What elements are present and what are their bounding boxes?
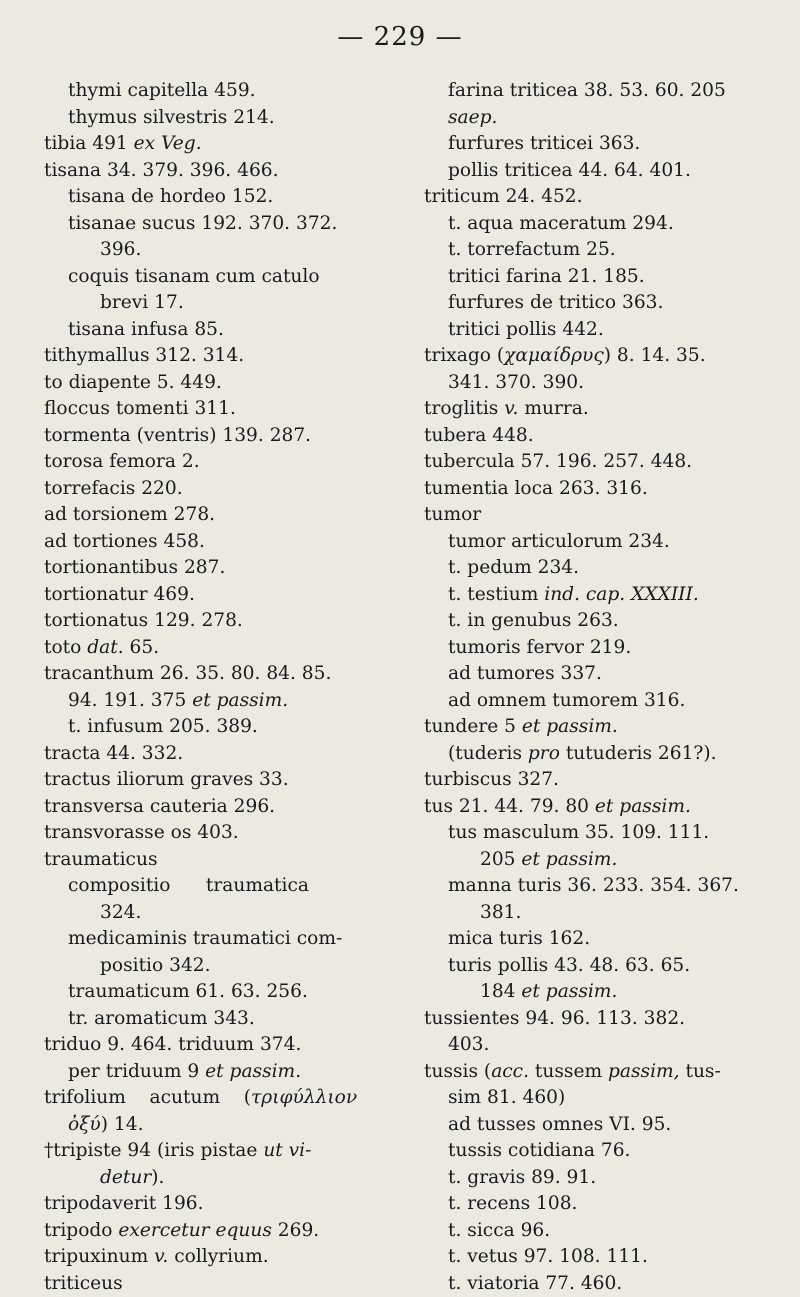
index-entry: tundere 5 et passim. [424, 714, 774, 741]
index-entry: tritici pollis 442. [424, 317, 774, 344]
index-entry: tritici farina 21. 185. [424, 264, 774, 291]
index-entry: t. aqua maceratum 294. [424, 211, 774, 238]
index-entry: saep. [424, 105, 774, 132]
index-entry: tractus iliorum graves 33. [44, 767, 389, 794]
index-entry: mica turis 162. [424, 926, 774, 953]
index-entry: 341. 370. 390. [424, 370, 774, 397]
index-entry: ad tumores 337. [424, 661, 774, 688]
index-entry: tortionantibus 287. [44, 555, 389, 582]
index-entry: tussientes 94. 96. 113. 382. [424, 1006, 774, 1033]
index-entry: tus 21. 44. 79. 80 et passim. [424, 794, 774, 821]
index-entry: 403. [424, 1032, 774, 1059]
index-entry: furfures triticei 363. [424, 131, 774, 158]
index-entry: torrefacis 220. [44, 476, 389, 503]
index-entry: 94. 191. 375 et passim. [44, 688, 389, 715]
index-entry: tracanthum 26. 35. 80. 84. 85. [44, 661, 389, 688]
index-entry: 324. [44, 900, 389, 927]
index-entry: tumoris fervor 219. [424, 635, 774, 662]
index-entry: 396. [44, 237, 389, 264]
index-entry: tripuxinum v. collyrium. [44, 1244, 389, 1271]
index-entry: coquis tisanam cum catulo [44, 264, 389, 291]
index-entry: tumor [424, 502, 774, 529]
index-entry: t. pedum 234. [424, 555, 774, 582]
index-entry: trifolium acutum (τριφύλλιον [44, 1085, 389, 1112]
index-entry: transversa cauteria 296. [44, 794, 389, 821]
index-entry: tumentia loca 263. 316. [424, 476, 774, 503]
index-entry: trixago (χαμαίδρυς) 8. 14. 35. [424, 343, 774, 370]
index-entry: tisana de hordeo 152. [44, 184, 389, 211]
index-entry: tussis cotidiana 76. [424, 1138, 774, 1165]
index-entry: per triduum 9 et passim. [44, 1059, 389, 1086]
index-entry: triticum 24. 452. [424, 184, 774, 211]
index-entry: tormenta (ventris) 139. 287. [44, 423, 389, 450]
index-entry: transvorasse os 403. [44, 820, 389, 847]
index-entry: ad omnem tumorem 316. [424, 688, 774, 715]
index-entry: †tripiste 94 (iris pistae ut vi- [44, 1138, 389, 1165]
index-entry: tisanae sucus 192. 370. 372. [44, 211, 389, 238]
index-entry: t. recens 108. [424, 1191, 774, 1218]
index-entry: sim 81. 460) [424, 1085, 774, 1112]
index-entry: t. infusum 205. 389. [44, 714, 389, 741]
index-entry: farina triticea 38. 53. 60. 205 [424, 78, 774, 105]
right-column [424, 78, 774, 1297]
index-entry: tubercula 57. 196. 257. 448. [424, 449, 774, 476]
index-entry: t. in genubus 263. [424, 608, 774, 635]
index-entry: tripodaverit 196. [44, 1191, 389, 1218]
index-entry: triticeus [44, 1271, 389, 1297]
index-entry: traumaticum 61. 63. 256. [44, 979, 389, 1006]
index-entry: detur). [44, 1165, 389, 1192]
index-entry: triduo 9. 464. triduum 374. [44, 1032, 389, 1059]
index-entry: t. viatoria 77. 460. [424, 1271, 774, 1297]
index-entry: tr. aromaticum 343. [44, 1006, 389, 1033]
index-entry: to diapente 5. 449. [44, 370, 389, 397]
index-entry: tus masculum 35. 109. 111. [424, 820, 774, 847]
index-entry: toto dat. 65. [44, 635, 389, 662]
index-entry: positio 342. [44, 953, 389, 980]
index-entry: t. testium ind. cap. XXXIII. [424, 582, 774, 609]
index-entry: medicaminis traumatici com- [44, 926, 389, 953]
index-entry: 184 et passim. [424, 979, 774, 1006]
index-entry: thymus silvestris 214. [44, 105, 389, 132]
index-entry: tibia 491 ex Veg. [44, 131, 389, 158]
index-entry: compositio traumatica [44, 873, 389, 900]
index-entry: troglitis v. murra. [424, 396, 774, 423]
index-entry: pollis triticea 44. 64. 401. [424, 158, 774, 185]
index-entry: brevi 17. [44, 290, 389, 317]
index-entry: furfures de tritico 363. [424, 290, 774, 317]
index-entry: ad tusses omnes VI. 95. [424, 1112, 774, 1139]
index-entry: tithymallus 312. 314. [44, 343, 389, 370]
index-entry: manna turis 36. 233. 354. 367. [424, 873, 774, 900]
index-entry: traumaticus [44, 847, 389, 874]
index-entry: tortionatur 469. [44, 582, 389, 609]
index-entry: tussis (acc. tussem passim, tus- [424, 1059, 774, 1086]
index-entry: ad torsionem 278. [44, 502, 389, 529]
index-entry: t. vetus 97. 108. 111. [424, 1244, 774, 1271]
left-column [44, 78, 389, 1297]
index-entry: ὀξύ) 14. [44, 1112, 389, 1139]
index-entry: 205 et passim. [424, 847, 774, 874]
index-entry: turis pollis 43. 48. 63. 65. [424, 953, 774, 980]
index-entry: torosa femora 2. [44, 449, 389, 476]
index-entry: tracta 44. 332. [44, 741, 389, 768]
page-number: — 229 — [0, 22, 800, 52]
index-entry: tortionatus 129. 278. [44, 608, 389, 635]
index-entry: floccus tomenti 311. [44, 396, 389, 423]
index-entry: tumor articulorum 234. [424, 529, 774, 556]
index-entry: (tuderis pro tutuderis 261?). [424, 741, 774, 768]
index-entry: turbiscus 327. [424, 767, 774, 794]
index-entry: thymi capitella 459. [44, 78, 389, 105]
index-entry: tubera 448. [424, 423, 774, 450]
index-entry: t. gravis 89. 91. [424, 1165, 774, 1192]
index-entry: tisana infusa 85. [44, 317, 389, 344]
index-entry: 381. [424, 900, 774, 927]
index-entry: tripodo exercetur equus 269. [44, 1218, 389, 1245]
index-entry: ad tortiones 458. [44, 529, 389, 556]
index-entry: tisana 34. 379. 396. 466. [44, 158, 389, 185]
index-entry: t. torrefactum 25. [424, 237, 774, 264]
index-entry: t. sicca 96. [424, 1218, 774, 1245]
